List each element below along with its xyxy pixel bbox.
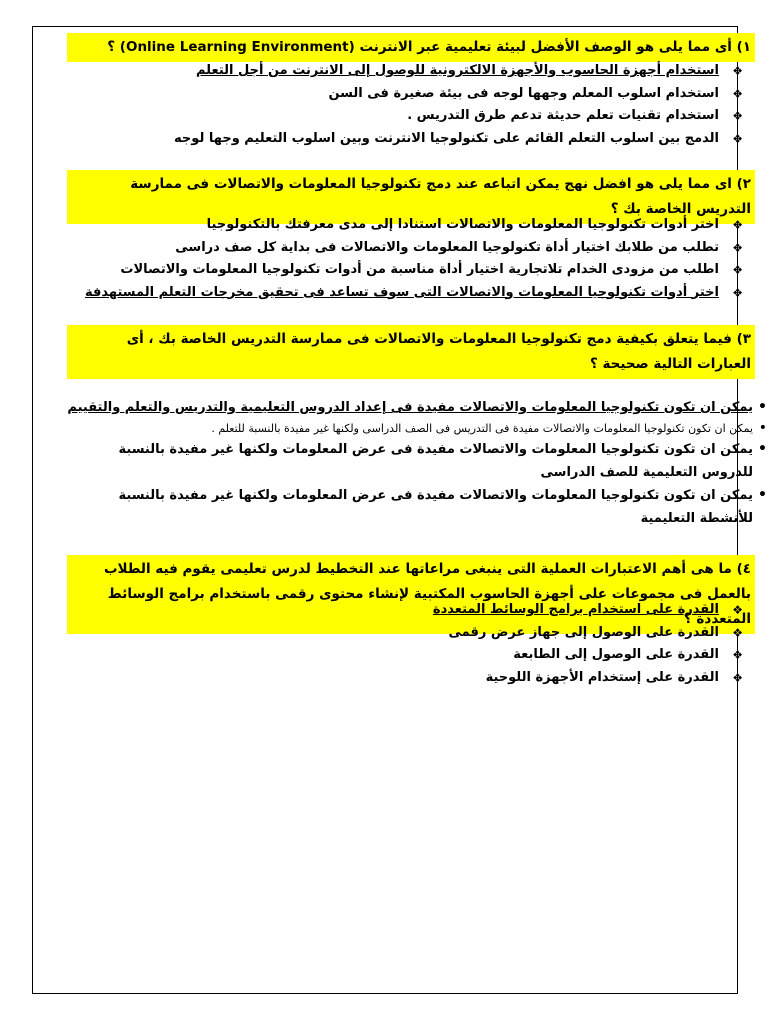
question-4-option-1[interactable]: ❖ القدرة على استخدام برامج الوسائط المتعددة [67,599,747,622]
question-2-option-1[interactable]: ❖ اختر أدوات تكنولوجيا المعلومات والاتصالات استنادا إلى مدى معرفتك بالتكنولوجيا [67,214,747,237]
question-2-option-2[interactable]: ❖ تطلب من طلابك اختيار أداة تكنولوجيا المعلومات والاتصالات فى بداية كل صف دراسى [67,237,747,260]
question-4-option-4[interactable]: ❖ القدرة على إستخدام الأجهزة اللوحية [67,667,747,690]
question-2-title: ٢) اى مما يلى هو افضل نهج يمكن اتباعه عند دمج تكنولوجيا المعلومات والاتصالات فى ممارسة التدريس الخاصة بك ؟ [67,170,755,224]
question-3-option-2[interactable]: • يمكن ان تكون تكنولوجيا المعلومات والاتصالات مفيدة فى التدريس فى الصف الدراسى ولكنها غير مفيدة بالنسبة للتعلم . [67,419,767,438]
question-3-option-4[interactable]: • يمكن ان تكون تكنولوجيا المعلومات والاتصالات مفيدة فى عرض المعلومات ولكنها غير مفيدة بالنسبة للأنشطة التعليمية [67,484,767,530]
question-1-option-4[interactable]: ❖ الدمج بين اسلوب التعلم القائم على تكنولوجيا الانترنت وبين اسلوب التعليم وجها لوجه [67,128,747,151]
question-3-option-3[interactable]: • يمكن ان تكون تكنولوجيا المعلومات والاتصالات مفيدة فى عرض المعلومات ولكنها غير مفيدة بالنسبة للدروس التعليمية للصف الدراسى [67,438,767,484]
question-4-title: ٤) ما هى أهم الاعتبارات العملية التى ينبغى مراعاتها عند التخطيط لدرس تعليمى يقوم فيه الطلاب بالعمل فى مجموعات على أجهزة الحاسوب المكتبية لإنشاء محتوى رقمى باستخدام برامج الوسائط المتعددة ؟ [67,555,755,634]
question-1-option-1[interactable]: ❖ استخدام أجهزة الحاسوب والأجهزة الالكترونية للوصول إلى الانترنت من أجل التعلم [67,60,747,83]
question-4-options [67,599,747,689]
question-4-option-2[interactable]: ❖ القدرة على الوصول إلى جهاز عرض رقمى [67,622,747,645]
question-1-option-3[interactable]: ❖ استخدام تقنيات تعلم حديثة تدعم طرق التدريس . [67,105,747,128]
question-3-options [67,396,767,530]
question-1-options [67,60,747,150]
question-3-title: ٣) فيما يتعلق بكيفية دمج تكنولوجيا المعلومات والاتصالات فى ممارسة التدريس الخاصة بك ، أى العبارات التالية صحيحة ؟ [67,325,755,379]
question-2-option-3[interactable]: ❖ اطلب من مزودى الخدام تلاتجارية اختيار أداة مناسبة من أدوات تكنولوجيا المعلومات والاتصالات [67,259,747,282]
question-1-option-2[interactable]: ❖ استخدام اسلوب المعلم وجهها لوجه فى بيئة صغيرة فى السن [67,83,747,106]
page-border [32,26,753,994]
question-2-options [67,214,747,304]
question-1-title: ١) أى مما يلى هو الوصف الأفضل لبيئة تعليمية عبر الانترنت (Online Learning Environment) ؟ [67,33,755,62]
question-3-option-1[interactable]: • يمكن ان تكون تكنولوجيا المعلومات والاتصالات مفيدة فى إعداد الدروس التعليمية والتدريس والتعلم والتقييم [67,396,767,419]
question-4-option-3[interactable]: ❖ القدرة على الوصول إلى الطابعة [67,644,747,667]
question-2-option-4[interactable]: ❖ اختر أدوات تكنولوجيا المعلومات والاتصالات التى سوف تساعد فى تحقيق مخرجات التعلم المستهدفة [67,282,747,305]
